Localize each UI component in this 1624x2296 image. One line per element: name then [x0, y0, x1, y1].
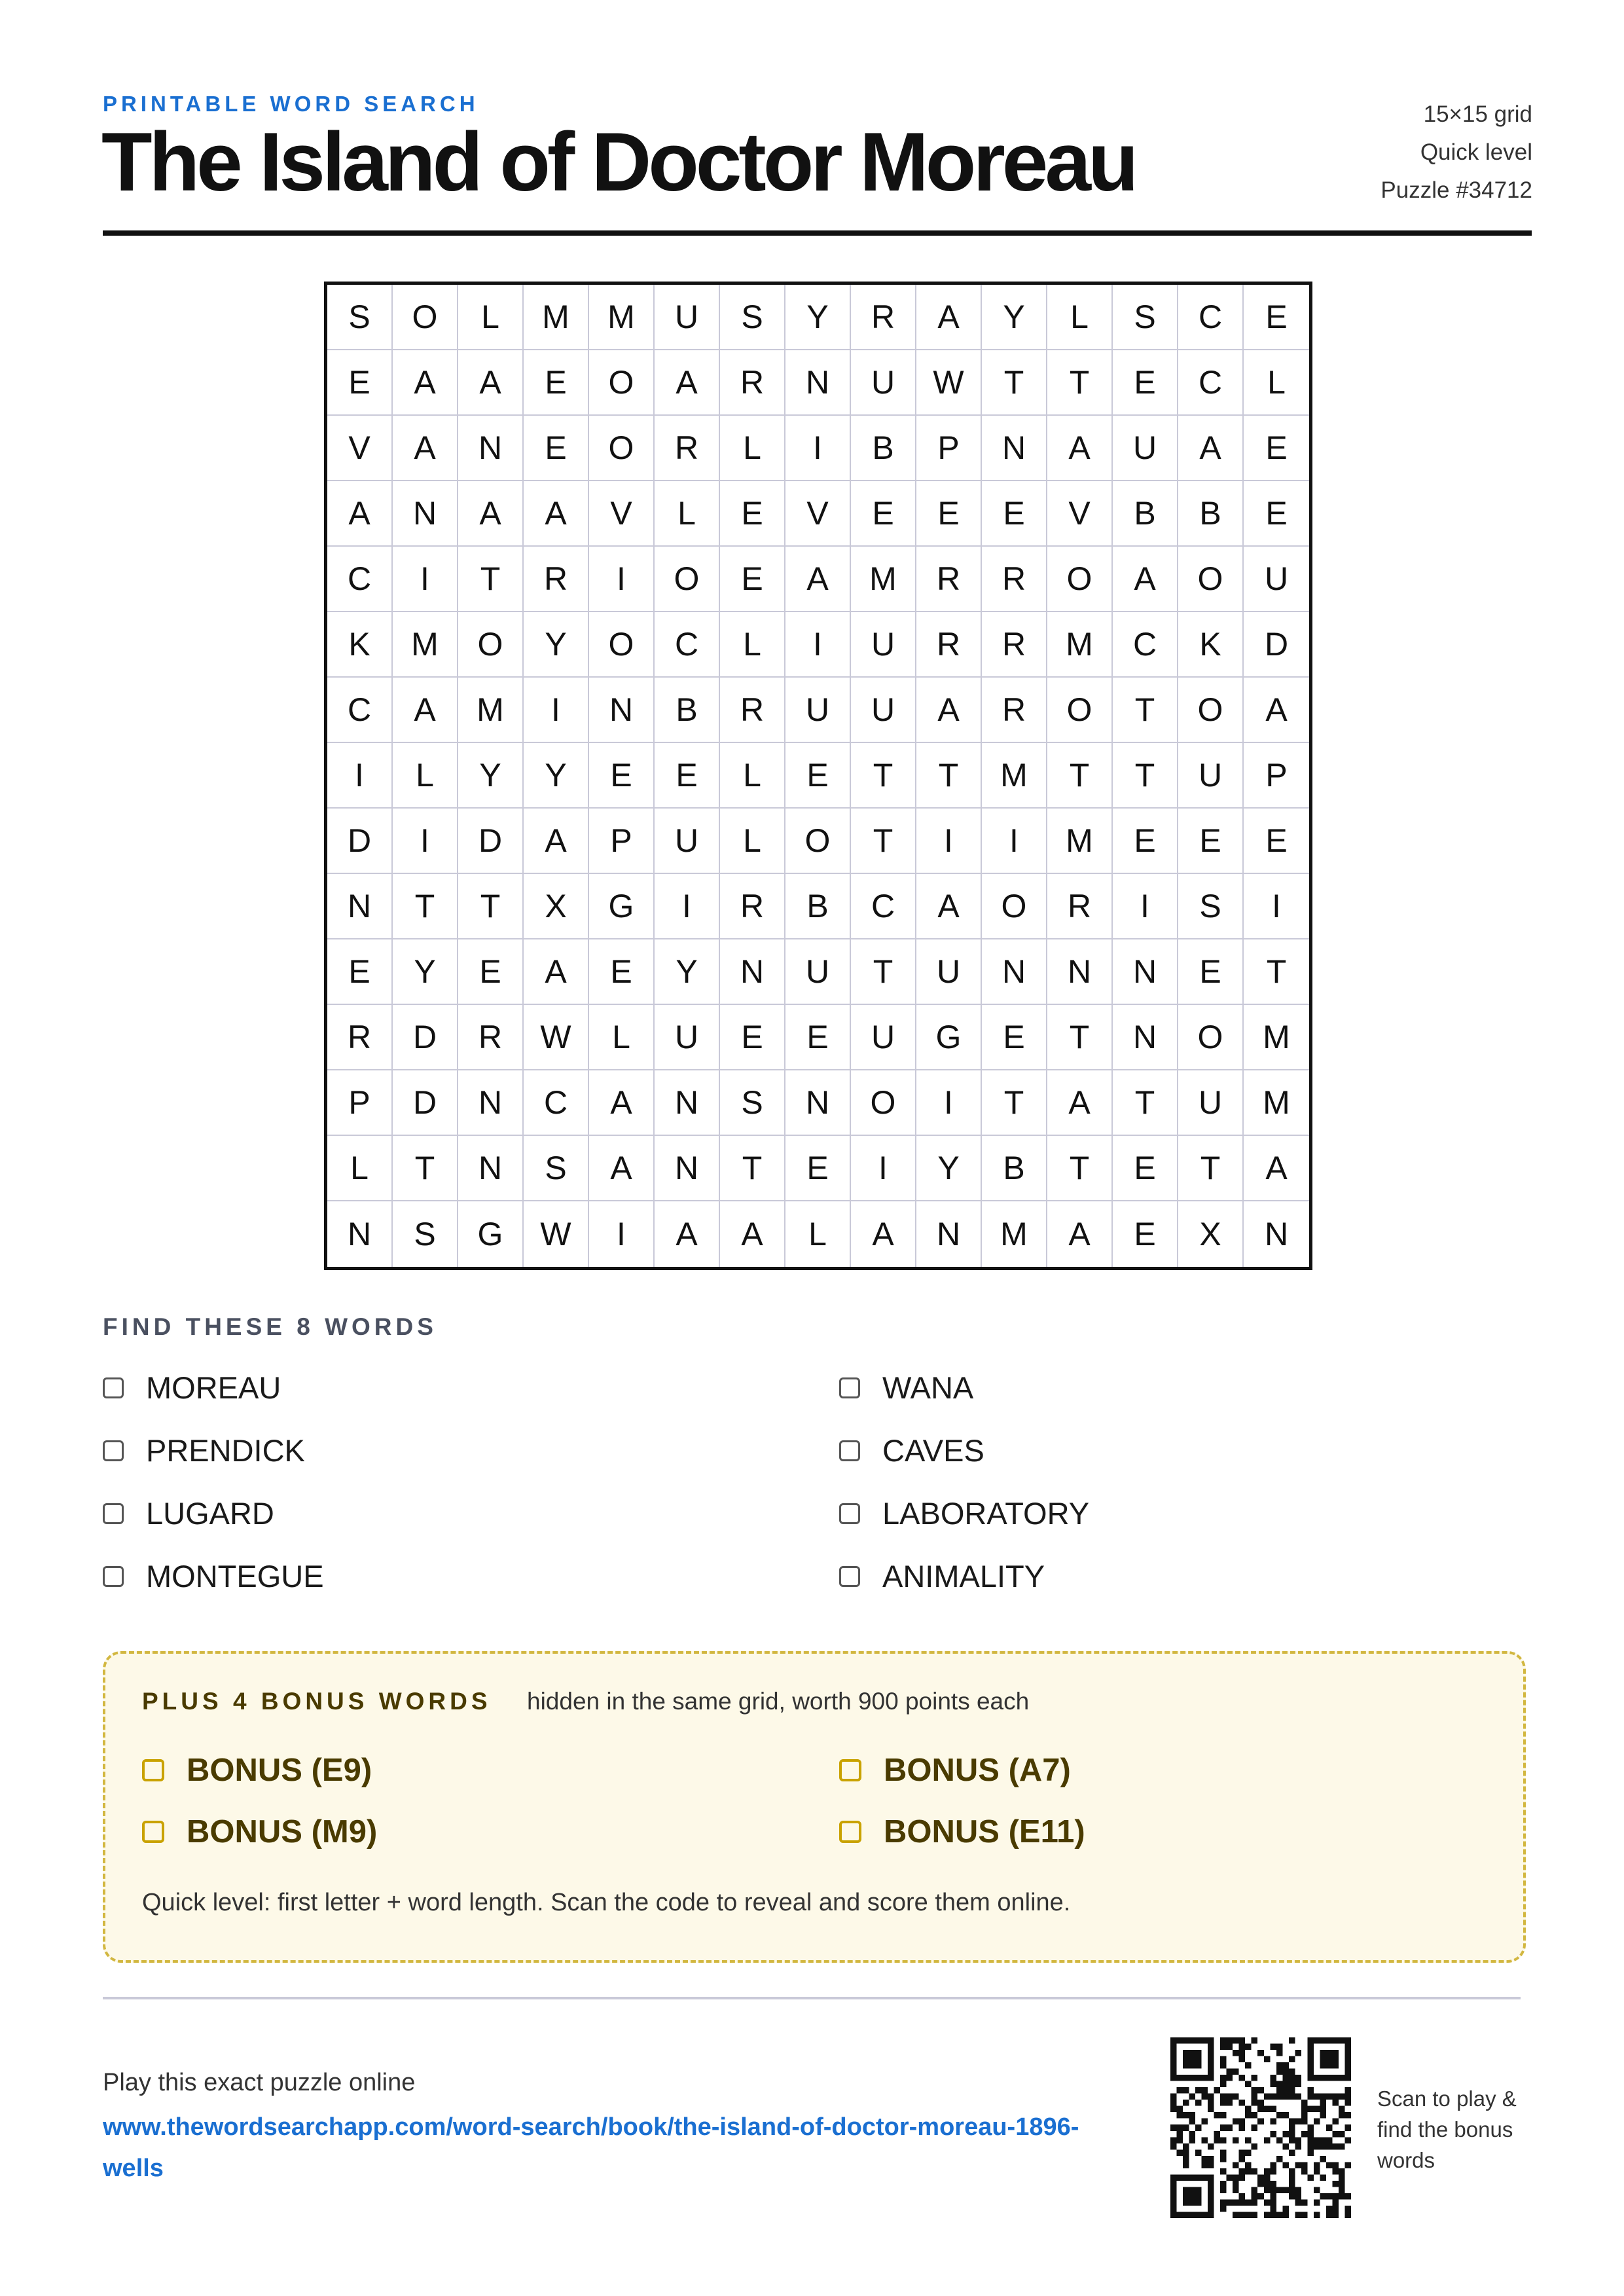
- bonus-item[interactable]: [142, 1813, 377, 1850]
- grid-cell[interactable]: O: [785, 809, 851, 874]
- grid-cell[interactable]: T: [982, 1070, 1047, 1136]
- grid-cell[interactable]: A: [393, 678, 458, 743]
- word-item[interactable]: [839, 1558, 1045, 1594]
- grid-cell[interactable]: N: [327, 874, 393, 939]
- grid-cell[interactable]: L: [1047, 285, 1113, 350]
- grid-cell[interactable]: T: [1047, 1136, 1113, 1201]
- checkbox-icon[interactable]: [103, 1566, 124, 1587]
- word-label: MOREAU: [146, 1370, 281, 1405]
- word-item[interactable]: [103, 1495, 274, 1531]
- grid-cell[interactable]: Y: [393, 939, 458, 1005]
- grid-cell[interactable]: O: [589, 612, 655, 678]
- grid-cell[interactable]: A: [393, 350, 458, 416]
- grid-cell[interactable]: C: [327, 678, 393, 743]
- grid-cell[interactable]: U: [1178, 743, 1244, 809]
- grid-cell[interactable]: X: [524, 874, 589, 939]
- grid-cell[interactable]: T: [1047, 1005, 1113, 1070]
- grid-cell[interactable]: I: [393, 547, 458, 612]
- word-list-heading: FIND THESE 8 WORDS: [103, 1313, 437, 1340]
- play-online-label: Play this exact puzzle online: [103, 2069, 416, 2096]
- grid-cell[interactable]: O: [982, 874, 1047, 939]
- grid-cell[interactable]: V: [327, 416, 393, 481]
- grid-cell[interactable]: E: [785, 1005, 851, 1070]
- grid-cell[interactable]: B: [851, 416, 916, 481]
- grid-cell[interactable]: S: [1178, 874, 1244, 939]
- grid-cell[interactable]: Y: [916, 1136, 982, 1201]
- grid-cell[interactable]: T: [982, 350, 1047, 416]
- grid-cell[interactable]: A: [458, 350, 524, 416]
- grid-cell[interactable]: W: [524, 1201, 589, 1267]
- word-label: WANA: [882, 1370, 974, 1405]
- grid-cell[interactable]: C: [1113, 612, 1178, 678]
- grid-cell[interactable]: P: [589, 809, 655, 874]
- grid-cell[interactable]: E: [524, 350, 589, 416]
- grid-cell[interactable]: M: [458, 678, 524, 743]
- grid-cell[interactable]: E: [720, 481, 785, 547]
- word-label: LABORATORY: [882, 1496, 1090, 1531]
- grid-cell[interactable]: A: [458, 481, 524, 547]
- checkbox-icon[interactable]: [103, 1377, 124, 1398]
- grid-cell[interactable]: U: [851, 1005, 916, 1070]
- grid-cell[interactable]: R: [982, 678, 1047, 743]
- grid-cell[interactable]: R: [655, 416, 720, 481]
- bonus-subtitle: hidden in the same grid, worth 900 points each: [527, 1688, 1030, 1715]
- checkbox-icon[interactable]: [839, 1503, 860, 1524]
- word-item[interactable]: [839, 1495, 1089, 1531]
- grid-cell[interactable]: O: [1178, 1005, 1244, 1070]
- grid-cell[interactable]: O: [1047, 678, 1113, 743]
- grid-cell[interactable]: A: [916, 874, 982, 939]
- grid-cell[interactable]: N: [1113, 939, 1178, 1005]
- grid-cell[interactable]: N: [982, 416, 1047, 481]
- grid-cell[interactable]: E: [982, 481, 1047, 547]
- grid-cell[interactable]: A: [916, 678, 982, 743]
- grid-cell[interactable]: N: [1047, 939, 1113, 1005]
- grid-cell[interactable]: E: [1244, 809, 1309, 874]
- scan-label: Scan to play & find the bonus words: [1377, 2086, 1517, 2172]
- grid-cell[interactable]: M: [393, 612, 458, 678]
- grid-cell[interactable]: S: [1113, 285, 1178, 350]
- checkbox-icon[interactable]: [839, 1440, 860, 1461]
- grid-cell[interactable]: N: [785, 1070, 851, 1136]
- grid-cell[interactable]: B: [1178, 481, 1244, 547]
- grid-cell[interactable]: O: [458, 612, 524, 678]
- grid-cell[interactable]: S: [720, 285, 785, 350]
- grid-cell[interactable]: E: [589, 743, 655, 809]
- grid-cell[interactable]: M: [524, 285, 589, 350]
- footer-divider: [103, 1997, 1521, 1999]
- grid-cell[interactable]: M: [1047, 612, 1113, 678]
- grid-cell[interactable]: V: [589, 481, 655, 547]
- grid-cell[interactable]: C: [524, 1070, 589, 1136]
- word-item[interactable]: [103, 1558, 324, 1594]
- word-item[interactable]: [103, 1370, 281, 1406]
- grid-cell[interactable]: I: [982, 809, 1047, 874]
- bonus-item[interactable]: [839, 1752, 1071, 1789]
- grid-cell[interactable]: A: [1047, 1070, 1113, 1136]
- grid-cell[interactable]: A: [655, 1201, 720, 1267]
- grid-cell[interactable]: G: [916, 1005, 982, 1070]
- grid-cell[interactable]: P: [916, 416, 982, 481]
- grid-cell[interactable]: W: [524, 1005, 589, 1070]
- checkbox-icon[interactable]: [103, 1440, 124, 1461]
- puzzle-number-label: Puzzle #34712: [1380, 177, 1532, 203]
- letter-grid[interactable]: [324, 282, 1312, 1270]
- grid-cell[interactable]: L: [655, 481, 720, 547]
- grid-cell[interactable]: U: [655, 1005, 720, 1070]
- grid-cell[interactable]: Y: [524, 743, 589, 809]
- checkbox-icon[interactable]: [839, 1759, 861, 1781]
- kicker-label: PRINTABLE WORD SEARCH: [103, 92, 479, 116]
- grid-cell[interactable]: I: [589, 547, 655, 612]
- grid-cell[interactable]: C: [1178, 350, 1244, 416]
- grid-cell[interactable]: L: [458, 285, 524, 350]
- grid-cell[interactable]: A: [524, 809, 589, 874]
- grid-cell[interactable]: R: [982, 547, 1047, 612]
- grid-cell[interactable]: N: [458, 1136, 524, 1201]
- grid-cell[interactable]: M: [1244, 1005, 1309, 1070]
- grid-cell[interactable]: U: [916, 939, 982, 1005]
- grid-cell[interactable]: C: [1178, 285, 1244, 350]
- grid-cell[interactable]: U: [655, 285, 720, 350]
- grid-cell[interactable]: E: [589, 939, 655, 1005]
- grid-cell[interactable]: M: [1244, 1070, 1309, 1136]
- grid-cell[interactable]: A: [655, 350, 720, 416]
- grid-cell[interactable]: L: [327, 1136, 393, 1201]
- word-label: ANIMALITY: [882, 1559, 1045, 1594]
- grid-cell[interactable]: B: [982, 1136, 1047, 1201]
- grid-cell[interactable]: T: [393, 874, 458, 939]
- word-label: LUGARD: [146, 1496, 274, 1531]
- grid-cell[interactable]: N: [655, 1070, 720, 1136]
- word-item[interactable]: [839, 1370, 973, 1406]
- grid-cell[interactable]: D: [458, 809, 524, 874]
- grid-cell[interactable]: A: [851, 1201, 916, 1267]
- grid-cell[interactable]: I: [851, 1136, 916, 1201]
- grid-cell[interactable]: N: [589, 678, 655, 743]
- grid-cell[interactable]: T: [1244, 939, 1309, 1005]
- grid-cell[interactable]: O: [1047, 547, 1113, 612]
- grid-cell[interactable]: A: [1178, 416, 1244, 481]
- grid-cell[interactable]: U: [785, 678, 851, 743]
- grid-cell[interactable]: A: [524, 939, 589, 1005]
- grid-cell[interactable]: Y: [524, 612, 589, 678]
- word-label: PRENDICK: [146, 1433, 305, 1468]
- grid-cell[interactable]: L: [1244, 350, 1309, 416]
- grid-cell[interactable]: R: [720, 678, 785, 743]
- grid-cell[interactable]: I: [589, 1201, 655, 1267]
- grid-cell[interactable]: U: [851, 350, 916, 416]
- grid-cell[interactable]: E: [916, 481, 982, 547]
- grid-cell[interactable]: E: [1244, 416, 1309, 481]
- grid-cell[interactable]: T: [393, 1136, 458, 1201]
- bonus-label: BONUS (M9): [187, 1814, 378, 1850]
- grid-cell[interactable]: V: [785, 481, 851, 547]
- grid-cell[interactable]: U: [1113, 416, 1178, 481]
- grid-cell[interactable]: A: [589, 1136, 655, 1201]
- grid-cell[interactable]: I: [785, 416, 851, 481]
- grid-cell[interactable]: A: [1113, 547, 1178, 612]
- grid-cell[interactable]: A: [916, 285, 982, 350]
- grid-cell[interactable]: A: [1047, 416, 1113, 481]
- grid-cell[interactable]: E: [982, 1005, 1047, 1070]
- grid-cell[interactable]: D: [393, 1005, 458, 1070]
- grid-cell[interactable]: E: [1113, 350, 1178, 416]
- word-item[interactable]: [103, 1432, 305, 1468]
- grid-cell[interactable]: S: [720, 1070, 785, 1136]
- grid-cell[interactable]: E: [785, 1136, 851, 1201]
- checkbox-icon[interactable]: [142, 1759, 164, 1781]
- grid-cell[interactable]: M: [851, 547, 916, 612]
- grid-cell[interactable]: R: [720, 350, 785, 416]
- grid-cell[interactable]: T: [1113, 678, 1178, 743]
- grid-cell[interactable]: A: [1244, 1136, 1309, 1201]
- grid-cell[interactable]: T: [458, 874, 524, 939]
- grid-cell[interactable]: R: [982, 612, 1047, 678]
- bonus-label: BONUS (E9): [187, 1753, 372, 1788]
- checkbox-icon[interactable]: [142, 1821, 164, 1843]
- word-item[interactable]: [839, 1432, 984, 1468]
- grid-cell[interactable]: E: [1178, 939, 1244, 1005]
- grid-cell[interactable]: E: [1244, 481, 1309, 547]
- grid-cell[interactable]: L: [720, 809, 785, 874]
- grid-cell[interactable]: Y: [458, 743, 524, 809]
- grid-cell[interactable]: U: [851, 678, 916, 743]
- grid-cell[interactable]: M: [982, 1201, 1047, 1267]
- grid-cell[interactable]: R: [1047, 874, 1113, 939]
- grid-cell[interactable]: D: [393, 1070, 458, 1136]
- bonus-note: Quick level: first letter + word length. Scan the code to reveal and score them online.: [142, 1889, 1071, 1916]
- grid-cell[interactable]: D: [1244, 612, 1309, 678]
- grid-cell[interactable]: O: [393, 285, 458, 350]
- grid-cell[interactable]: N: [1113, 1005, 1178, 1070]
- grid-cell[interactable]: I: [524, 678, 589, 743]
- checkbox-icon[interactable]: [103, 1503, 124, 1524]
- grid-cell[interactable]: Y: [982, 285, 1047, 350]
- grid-size-label: 15×15 grid: [1423, 101, 1532, 127]
- grid-cell[interactable]: N: [982, 939, 1047, 1005]
- grid-cell[interactable]: S: [393, 1201, 458, 1267]
- grid-cell[interactable]: B: [1113, 481, 1178, 547]
- grid-cell[interactable]: T: [1047, 743, 1113, 809]
- grid-cell[interactable]: T: [851, 809, 916, 874]
- grid-cell[interactable]: T: [916, 743, 982, 809]
- grid-cell[interactable]: A: [1047, 1201, 1113, 1267]
- grid-cell[interactable]: A: [720, 1201, 785, 1267]
- grid-cell[interactable]: E: [720, 1005, 785, 1070]
- grid-cell[interactable]: E: [1244, 285, 1309, 350]
- grid-cell[interactable]: S: [524, 1136, 589, 1201]
- grid-cell[interactable]: L: [393, 743, 458, 809]
- grid-cell[interactable]: U: [655, 809, 720, 874]
- grid-cell[interactable]: O: [655, 547, 720, 612]
- grid-cell[interactable]: L: [785, 1201, 851, 1267]
- grid-cell[interactable]: E: [1113, 809, 1178, 874]
- grid-cell[interactable]: R: [916, 612, 982, 678]
- grid-cell[interactable]: D: [327, 809, 393, 874]
- grid-cell[interactable]: R: [458, 1005, 524, 1070]
- grid-cell[interactable]: S: [327, 285, 393, 350]
- grid-cell[interactable]: B: [785, 874, 851, 939]
- grid-cell[interactable]: E: [851, 481, 916, 547]
- checkbox-icon[interactable]: [839, 1377, 860, 1398]
- checkbox-icon[interactable]: [839, 1566, 860, 1587]
- grid-cell[interactable]: T: [851, 743, 916, 809]
- grid-cell[interactable]: L: [589, 1005, 655, 1070]
- grid-cell[interactable]: B: [655, 678, 720, 743]
- grid-cell[interactable]: N: [655, 1136, 720, 1201]
- grid-cell[interactable]: A: [327, 481, 393, 547]
- checkbox-icon[interactable]: [839, 1821, 861, 1843]
- grid-cell[interactable]: A: [589, 1070, 655, 1136]
- grid-cell[interactable]: T: [1047, 350, 1113, 416]
- grid-cell[interactable]: U: [1178, 1070, 1244, 1136]
- grid-cell[interactable]: I: [327, 743, 393, 809]
- grid-cell[interactable]: E: [785, 743, 851, 809]
- grid-cell[interactable]: I: [655, 874, 720, 939]
- grid-cell[interactable]: I: [916, 1070, 982, 1136]
- grid-cell[interactable]: N: [720, 939, 785, 1005]
- grid-cell[interactable]: T: [720, 1136, 785, 1201]
- grid-cell[interactable]: R: [916, 547, 982, 612]
- grid-cell[interactable]: T: [851, 939, 916, 1005]
- grid-cell[interactable]: M: [982, 743, 1047, 809]
- grid-cell[interactable]: P: [1244, 743, 1309, 809]
- grid-cell[interactable]: I: [1244, 874, 1309, 939]
- grid-cell[interactable]: N: [785, 350, 851, 416]
- grid-cell[interactable]: E: [327, 939, 393, 1005]
- grid-cell[interactable]: I: [1113, 874, 1178, 939]
- grid-cell[interactable]: T: [1178, 1136, 1244, 1201]
- word-label: CAVES: [882, 1433, 984, 1468]
- grid-cell[interactable]: E: [1113, 1201, 1178, 1267]
- grid-cell[interactable]: E: [1113, 1136, 1178, 1201]
- grid-cell[interactable]: Y: [785, 285, 851, 350]
- grid-cell[interactable]: K: [1178, 612, 1244, 678]
- grid-cell[interactable]: T: [458, 547, 524, 612]
- grid-cell[interactable]: O: [851, 1070, 916, 1136]
- grid-cell[interactable]: A: [393, 416, 458, 481]
- grid-cell[interactable]: T: [1113, 743, 1178, 809]
- grid-cell[interactable]: E: [655, 743, 720, 809]
- grid-cell[interactable]: N: [458, 1070, 524, 1136]
- bonus-heading: PLUS 4 BONUS WORDS: [142, 1688, 492, 1715]
- grid-cell[interactable]: K: [327, 612, 393, 678]
- puzzle-meta: [1380, 96, 1532, 210]
- grid-cell[interactable]: E: [327, 350, 393, 416]
- grid-cell[interactable]: N: [393, 481, 458, 547]
- grid-cell[interactable]: I: [916, 809, 982, 874]
- header-divider: [103, 230, 1532, 236]
- level-label: Quick level: [1420, 139, 1532, 165]
- grid-cell[interactable]: C: [327, 547, 393, 612]
- bonus-item[interactable]: [839, 1813, 1085, 1850]
- grid-cell[interactable]: A: [785, 547, 851, 612]
- grid-cell[interactable]: E: [458, 939, 524, 1005]
- grid-cell[interactable]: U: [851, 612, 916, 678]
- grid-cell[interactable]: R: [524, 547, 589, 612]
- grid-cell[interactable]: C: [851, 874, 916, 939]
- grid-cell[interactable]: M: [589, 285, 655, 350]
- grid-cell[interactable]: E: [1178, 809, 1244, 874]
- grid-cell[interactable]: N: [458, 416, 524, 481]
- grid-cell[interactable]: R: [327, 1005, 393, 1070]
- grid-cell[interactable]: I: [393, 809, 458, 874]
- grid-cell[interactable]: O: [1178, 547, 1244, 612]
- grid-cell[interactable]: N: [1264, 1216, 1289, 1252]
- grid-cell[interactable]: U: [785, 939, 851, 1005]
- bonus-item[interactable]: [142, 1752, 372, 1789]
- grid-cell[interactable]: E: [720, 547, 785, 612]
- grid-cell[interactable]: X: [1178, 1201, 1244, 1267]
- grid-cell[interactable]: T: [1113, 1070, 1178, 1136]
- grid-cell[interactable]: O: [589, 350, 655, 416]
- grid-cell[interactable]: G: [589, 874, 655, 939]
- grid-cell[interactable]: L: [720, 416, 785, 481]
- grid-cell[interactable]: P: [327, 1070, 393, 1136]
- grid-cell[interactable]: N: [916, 1201, 982, 1267]
- qr-code-icon[interactable]: [1170, 2037, 1351, 2218]
- grid-cell[interactable]: O: [589, 416, 655, 481]
- puzzle-url-link[interactable]: www.thewordsearchapp.com/word-search/book/the-island-of-doctor-moreau-1896-wells: [103, 2113, 1079, 2182]
- grid-cell[interactable]: M: [1047, 809, 1113, 874]
- bonus-label: BONUS (A7): [884, 1753, 1071, 1788]
- bonus-label: BONUS (E11): [884, 1814, 1085, 1850]
- grid-cell[interactable]: G: [458, 1201, 524, 1267]
- grid-cell[interactable]: O: [1178, 678, 1244, 743]
- grid-cell[interactable]: E: [524, 416, 589, 481]
- word-label: MONTEGUE: [146, 1559, 324, 1594]
- grid-cell[interactable]: I: [785, 612, 851, 678]
- grid-cell[interactable]: A: [524, 481, 589, 547]
- grid-cell[interactable]: L: [720, 743, 785, 809]
- grid-cell[interactable]: V: [1047, 481, 1113, 547]
- grid-cell[interactable]: A: [1244, 678, 1309, 743]
- page-title: The Island of Doctor Moreau: [101, 115, 1136, 208]
- grid-cell[interactable]: Y: [655, 939, 720, 1005]
- grid-cell[interactable]: N: [327, 1201, 393, 1267]
- grid-cell[interactable]: C: [655, 612, 720, 678]
- grid-cell[interactable]: U: [1244, 547, 1309, 612]
- grid-cell[interactable]: R: [720, 874, 785, 939]
- grid-cell[interactable]: W: [916, 350, 982, 416]
- grid-cell[interactable]: R: [851, 285, 916, 350]
- grid-cell[interactable]: L: [720, 612, 785, 678]
